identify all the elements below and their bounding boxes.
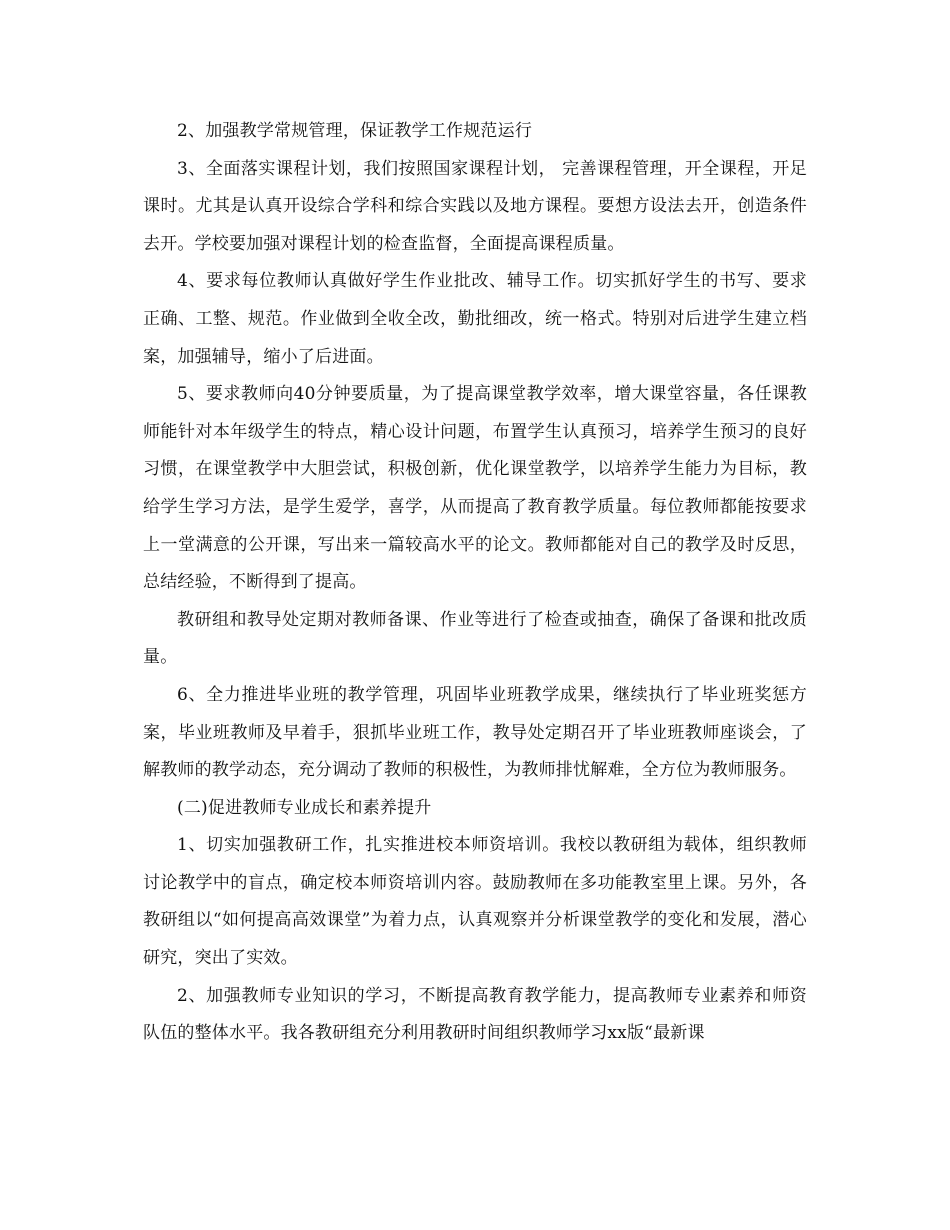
paragraph-curriculum-plan: 3、全面落实课程计划，我们按照国家课程计划， 完善课程管理，开全课程，开足课时。尤其是认真开设综合学科和综合实践以及地方课程。要想方设法去开，创造条件去开。学校要加强对课程计划的检查监督，全面提高课程质量。 <box>143 158 807 254</box>
paragraph-homework-correction: 4、要求每位教师认真做好学生作业批改、辅导工作。切实抓好学生的书写、要求正确、工整、规范。作业做到全收全改，勤批细改，统一格式。特别对后进学生建立档案，加强辅导，缩小了后进面。 <box>143 271 807 367</box>
paragraph-routine-management: 2、加强教学常规管理，保证教学工作规范运行 <box>177 121 533 141</box>
paragraph-class-quality: 5、要求教师向40分钟要质量，为了提高课堂教学效率，增大课堂容量，各任课教师能针对本年级学生的特点，精心设计问题，布置学生认真预习，培养学生预习的良好习惯，在课堂教学中大胆尝试，积极创新，优化课堂教学，以培养学生能力为目标，教给学生学习方法，是学生爱学，喜学，从而提高了教育教学质量。每位教师都能按要求上一堂满意的公开课，写出来一篇较高水平的论文。教师都能对自己的教学及时反思，总结经验，不断得到了提高。 <box>143 384 807 593</box>
document-body <box>143 113 807 1053</box>
paragraph-graduating-class: 6、全力推进毕业班的教学管理，巩固毕业班教学成果，继续执行了毕业班奖惩方案，毕业班教师及早着手，狠抓毕业班工作，教导处定期召开了毕业班教师座谈会，了解教师的教学动态，充分调动了教师的积极性，为教师排忧解难，全方位为教师服务。 <box>143 684 807 781</box>
paragraph-inspection: 教研组和教导处定期对教师备课、作业等进行了检查或抽查，确保了备课和批改质量。 <box>143 609 807 668</box>
paragraph-teaching-research: 1、切实加强教研工作，扎实推进校本师资培训。我校以教研组为载体，组织教师讨论教学中的盲点，确定校本师资培训内容。鼓励教师在多功能教室里上课。另外，各教研组以“如何提高高效课堂”为着力点，认真观察并分析课堂教学的变化和发展，潜心研究，突出了实效。 <box>143 835 807 969</box>
section-heading-teacher-growth: (二)促进教师专业成长和素养提升 <box>177 797 432 818</box>
paragraph-professional-study: 2、加强教师专业知识的学习，不断提高教育教学能力，提高教师专业素养和师资队伍的整体水平。我各教研组充分利用教研时间组织教师学习xx版“最新课 <box>143 985 807 1044</box>
